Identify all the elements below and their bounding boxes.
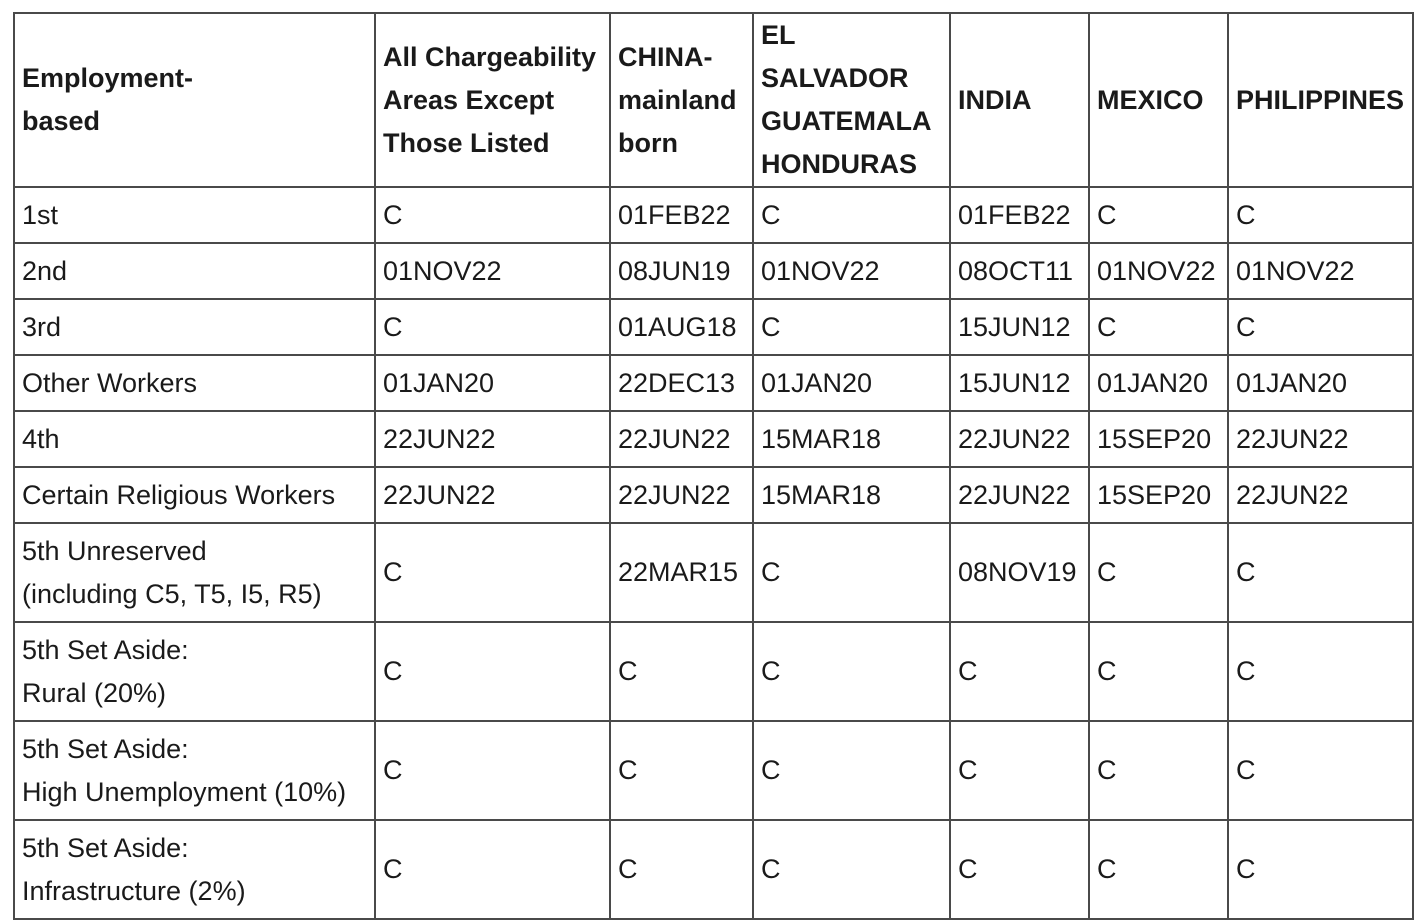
table-cell: C	[1089, 820, 1228, 919]
table-row	[14, 820, 1413, 919]
table-row	[14, 467, 1413, 523]
table-cell: C	[1228, 523, 1413, 622]
header-india: INDIA	[950, 13, 1089, 187]
table-cell: C	[375, 299, 610, 355]
header-mexico: MEXICO	[1089, 13, 1228, 187]
row-label: 2nd	[14, 243, 375, 299]
table-cell: 22JUN22	[375, 411, 610, 467]
row-label: 5th Set Aside: Rural (20%)	[14, 622, 375, 721]
table-cell: 01JAN20	[1228, 355, 1413, 411]
header-row	[14, 13, 1413, 187]
table-cell: C	[1228, 187, 1413, 243]
table-cell: C	[1089, 187, 1228, 243]
table-cell: 01NOV22	[1228, 243, 1413, 299]
table-row	[14, 355, 1413, 411]
table-row	[14, 721, 1413, 820]
table-cell: 22DEC13	[610, 355, 753, 411]
row-label: 1st	[14, 187, 375, 243]
table-cell: 15SEP20	[1089, 467, 1228, 523]
table-cell: C	[610, 721, 753, 820]
table-cell: 22JUN22	[610, 467, 753, 523]
table-cell: C	[610, 820, 753, 919]
table-cell: C	[375, 523, 610, 622]
table-cell: 22JUN22	[1228, 467, 1413, 523]
table-cell: C	[375, 721, 610, 820]
row-label: Certain Religious Workers	[14, 467, 375, 523]
row-label: Other Workers	[14, 355, 375, 411]
table-cell: C	[1228, 299, 1413, 355]
table-cell: 01NOV22	[1089, 243, 1228, 299]
table-cell: C	[1089, 299, 1228, 355]
table-cell: C	[375, 187, 610, 243]
table-cell: C	[753, 523, 950, 622]
table-cell: 01FEB22	[610, 187, 753, 243]
table-cell: C	[1228, 622, 1413, 721]
table-cell: C	[1089, 523, 1228, 622]
row-label: 5th Set Aside: Infrastructure (2%)	[14, 820, 375, 919]
header-el-salvador: EL SALVADOR GUATEMALA HONDURAS	[753, 13, 950, 187]
table-cell: 08OCT11	[950, 243, 1089, 299]
table-cell: C	[950, 622, 1089, 721]
row-label: 4th	[14, 411, 375, 467]
table-cell: 22JUN22	[610, 411, 753, 467]
table-cell: 15MAR18	[753, 411, 950, 467]
table-cell: 01AUG18	[610, 299, 753, 355]
table-cell: 01FEB22	[950, 187, 1089, 243]
table-cell: 22JUN22	[375, 467, 610, 523]
table-cell: C	[1228, 721, 1413, 820]
table-cell: C	[375, 622, 610, 721]
table-row	[14, 187, 1413, 243]
table-cell: C	[753, 622, 950, 721]
table-row	[14, 622, 1413, 721]
table-cell: 15SEP20	[1089, 411, 1228, 467]
table-cell: 15MAR18	[753, 467, 950, 523]
row-label: 5th Set Aside: High Unemployment (10%)	[14, 721, 375, 820]
table-cell: 01JAN20	[375, 355, 610, 411]
row-label: 3rd	[14, 299, 375, 355]
table-cell: C	[950, 820, 1089, 919]
table-cell: 22JUN22	[950, 411, 1089, 467]
table-cell: 08NOV19	[950, 523, 1089, 622]
table-cell: C	[610, 622, 753, 721]
table-cell: 01NOV22	[753, 243, 950, 299]
table-cell: 15JUN12	[950, 355, 1089, 411]
table-cell: C	[1089, 622, 1228, 721]
header-philippines: PHILIPPINES	[1228, 13, 1413, 187]
header-china: CHINA- mainland born	[610, 13, 753, 187]
header-employment-based: Employment- based	[14, 13, 375, 187]
header-all-chargeability: All Chargeability Areas Except Those Listed	[375, 13, 610, 187]
table-cell: C	[753, 820, 950, 919]
table-cell: 22JUN22	[950, 467, 1089, 523]
table-cell: C	[753, 187, 950, 243]
table-cell: C	[753, 721, 950, 820]
table-row	[14, 299, 1413, 355]
row-label: 5th Unreserved (including C5, T5, I5, R5)	[14, 523, 375, 622]
table-cell: C	[950, 721, 1089, 820]
table-cell: 08JUN19	[610, 243, 753, 299]
visa-bulletin-table	[13, 12, 1414, 920]
table-cell: 01JAN20	[1089, 355, 1228, 411]
table-row	[14, 243, 1413, 299]
table-cell: 01JAN20	[753, 355, 950, 411]
table-cell: 01NOV22	[375, 243, 610, 299]
table-cell: 22JUN22	[1228, 411, 1413, 467]
table-cell: C	[1089, 721, 1228, 820]
table-cell: C	[375, 820, 610, 919]
table-row	[14, 411, 1413, 467]
table-cell: C	[1228, 820, 1413, 919]
table-cell: 15JUN12	[950, 299, 1089, 355]
table-cell: C	[753, 299, 950, 355]
table-cell: 22MAR15	[610, 523, 753, 622]
table-row	[14, 523, 1413, 622]
